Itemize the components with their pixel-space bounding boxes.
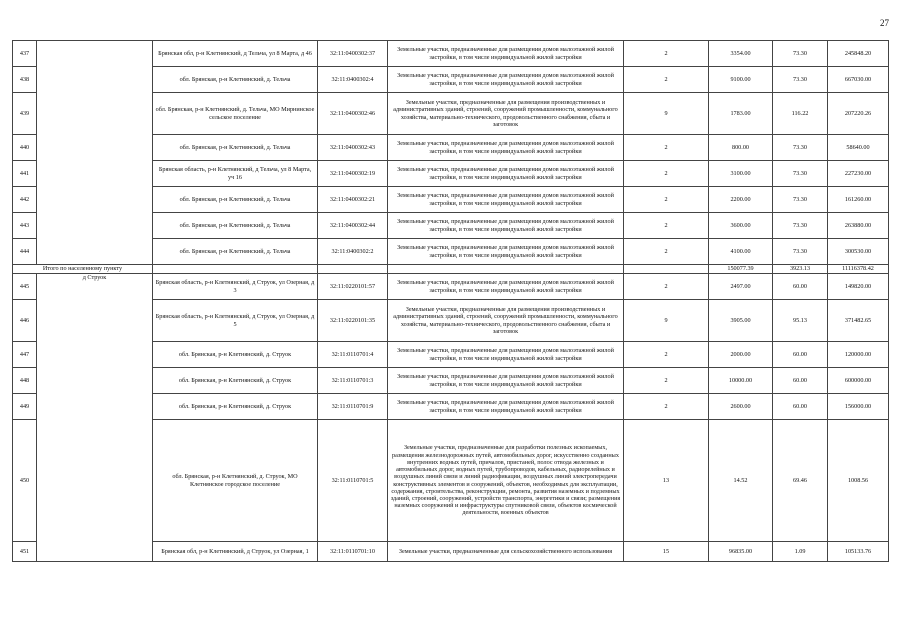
page-number: 27	[880, 18, 889, 28]
cadastral-table	[12, 40, 889, 562]
address-cell: обл. Брянская, р-н Клетнянский, д. Струок	[153, 368, 318, 394]
group-cell: 2	[624, 213, 709, 239]
value-cell: 58640.00	[828, 135, 889, 161]
area-cell: 2000.00	[709, 342, 773, 368]
rate-cell: 60.00	[773, 342, 828, 368]
empty-cell	[624, 265, 709, 274]
purpose-cell: Земельные участки, предназначенные для сельскохозяйственного использования	[388, 542, 624, 562]
address-cell: обл. Брянская, р-н Клетнянский, д. Струок	[153, 394, 318, 420]
total-label: Итого по населенному пункту	[13, 265, 153, 274]
locality-cell	[37, 41, 153, 265]
address-cell: обл. Брянская, р-н Клетнянский, д. Тельча	[153, 187, 318, 213]
area-cell: 14.52	[709, 420, 773, 542]
rate-cell: 73.30	[773, 213, 828, 239]
address-cell: обл. Брянская, р-н Клетнянский, д. Струок, МО Клетнянское городское поселение	[153, 420, 318, 542]
group-cell: 13	[624, 420, 709, 542]
cadastral-number-cell: 32:11:0400302:43	[318, 135, 388, 161]
rate-cell: 73.30	[773, 187, 828, 213]
total-value: 11116378.42	[828, 265, 889, 274]
address-cell: Брянская область, р-н Клетнянский, д Струок, ул Озерная, д 5	[153, 300, 318, 342]
cadastral-number-cell: 32:11:0110701:5	[318, 420, 388, 542]
rate-cell: 73.30	[773, 135, 828, 161]
group-cell: 2	[624, 67, 709, 93]
row-number: 439	[13, 93, 37, 135]
value-cell: 1008.56	[828, 420, 889, 542]
purpose-cell: Земельные участки, предназначенные для размещения домов малоэтажной жилой застройки, в том числе индивидуальной жилой застройки	[388, 394, 624, 420]
total-area: 150077.39	[709, 265, 773, 274]
area-cell: 1783.00	[709, 93, 773, 135]
area-cell: 2600.00	[709, 394, 773, 420]
purpose-cell: Земельные участки, предназначенные для размещения домов малоэтажной жилой застройки, в том числе индивидуальной жилой застройки	[388, 239, 624, 265]
total-row	[13, 265, 889, 274]
address-cell: Брянская обл, р-н Клетнянский, д Струок, ул Озерная, 1	[153, 542, 318, 562]
cadastral-number-cell: 32:11:0110701:9	[318, 394, 388, 420]
purpose-cell: Земельные участки, предназначенные для размещения домов малоэтажной жилой застройки, в том числе индивидуальной жилой застройки	[388, 67, 624, 93]
area-cell: 9100.00	[709, 67, 773, 93]
cadastral-number-cell: 32:11:0110701:3	[318, 368, 388, 394]
address-cell: обл. Брянская, р-н Клетнянский, д. Тельча	[153, 213, 318, 239]
empty-cell	[388, 265, 624, 274]
row-number: 451	[13, 542, 37, 562]
address-cell: Брянская обл, р-н Клетнянский, д Тельча, ул 8 Марта, д 46	[153, 41, 318, 67]
row-number: 442	[13, 187, 37, 213]
purpose-cell: Земельные участки, предназначенные для размещения домов малоэтажной жилой застройки, в том числе индивидуальной жилой застройки	[388, 187, 624, 213]
value-cell: 156000.00	[828, 394, 889, 420]
purpose-cell: Земельные участки, предназначенные для размещения домов малоэтажной жилой застройки, в том числе индивидуальной жилой застройки	[388, 41, 624, 67]
row-number: 438	[13, 67, 37, 93]
area-cell: 800.00	[709, 135, 773, 161]
cadastral-number-cell: 32:11:0400302:44	[318, 213, 388, 239]
address-cell: обл. Брянская, р-н Клетнянский, д. Тельча	[153, 239, 318, 265]
row-number: 450	[13, 420, 37, 542]
area-cell: 3905.00	[709, 300, 773, 342]
group-cell: 2	[624, 187, 709, 213]
area-cell: 2200.00	[709, 187, 773, 213]
rate-cell: 73.30	[773, 67, 828, 93]
group-cell: 9	[624, 93, 709, 135]
row-number: 449	[13, 394, 37, 420]
rate-cell: 73.30	[773, 161, 828, 187]
cadastral-number-cell: 32:11:0400302:4	[318, 67, 388, 93]
row-number: 446	[13, 300, 37, 342]
value-cell: 105133.76	[828, 542, 889, 562]
area-cell: 2497.00	[709, 274, 773, 300]
cadastral-number-cell: 32:11:0110701:10	[318, 542, 388, 562]
value-cell: 300530.00	[828, 239, 889, 265]
area-cell: 3100.00	[709, 161, 773, 187]
row-number: 448	[13, 368, 37, 394]
value-cell: 667030.00	[828, 67, 889, 93]
group-cell: 2	[624, 135, 709, 161]
rate-cell: 73.30	[773, 41, 828, 67]
purpose-cell: Земельные участки, предназначенные для размещения домов малоэтажной жилой застройки, в том числе индивидуальной жилой застройки	[388, 342, 624, 368]
area-cell: 10000.00	[709, 368, 773, 394]
purpose-cell: Земельные участки, предназначенные для размещения домов малоэтажной жилой застройки, в том числе индивидуальной жилой застройки	[388, 368, 624, 394]
value-cell: 600000.00	[828, 368, 889, 394]
purpose-cell: Земельные участки, предназначенные для разработки полезных ископаемых, размещения железнодорожных путей, автомобильных дорог, искусственно созданных внутренних водных путей, причалов, пристаней, полос отвода железных и автомобильных дорог, водных путей, трубопроводов, кабельных, радиорелейных и воздушных линий связи и линий радиофикации, воздушных линий электропередачи конструктивных элементов и сооружений, объектов, необходимых для эксплуатации, содержания, строительства, реконструкции, ремонта, развития наземных и подземных зданий, строений, сооружений, устройств транспорта, энергетики и связи; размещения наземных сооружений и инфраструктуры спутниковой связи, объектов космической деятельности, военных объектов	[388, 420, 624, 542]
area-cell: 3600.00	[709, 213, 773, 239]
group-cell: 2	[624, 239, 709, 265]
address-cell: Брянская область, р-н Клетнянский, д Струок, ул Озерная, д 3	[153, 274, 318, 300]
cadastral-number-cell: 32:11:0220101:35	[318, 300, 388, 342]
table-row	[13, 41, 889, 67]
row-number: 445	[13, 274, 37, 300]
area-cell: 3354.00	[709, 41, 773, 67]
value-cell: 149820.00	[828, 274, 889, 300]
rate-cell: 95.13	[773, 300, 828, 342]
group-cell: 2	[624, 41, 709, 67]
cadastral-number-cell: 32:11:0400302:46	[318, 93, 388, 135]
empty-cell	[318, 265, 388, 274]
area-cell: 96835.00	[709, 542, 773, 562]
area-cell: 4100.00	[709, 239, 773, 265]
value-cell: 207220.26	[828, 93, 889, 135]
row-number: 441	[13, 161, 37, 187]
group-cell: 2	[624, 394, 709, 420]
rate-cell: 60.00	[773, 274, 828, 300]
empty-cell	[153, 265, 318, 274]
group-cell: 2	[624, 342, 709, 368]
purpose-cell: Земельные участки, предназначенные для размещения производственных и административных зданий, строений, сооружений промышленности, коммунального хозяйства, материально-технического, продовольственного снабжения, сбыта и заготовок	[388, 93, 624, 135]
purpose-cell: Земельные участки, предназначенные для размещения производственных и административных зданий, строений, сооружений промышленности, коммунального хозяйства, материально-технического, продовольственного снабжения, сбыта и заготовок	[388, 300, 624, 342]
address-cell: обл. Брянская, р-н Клетнянский, д. Тельча, МО Мирнинское сельское поселение	[153, 93, 318, 135]
value-cell: 161260.00	[828, 187, 889, 213]
rate-cell: 1.09	[773, 542, 828, 562]
address-cell: обл. Брянская, р-н Клетнянский, д. Струок	[153, 342, 318, 368]
value-cell: 120000.00	[828, 342, 889, 368]
purpose-cell: Земельные участки, предназначенные для размещения домов малоэтажной жилой застройки, в том числе индивидуальной жилой застройки	[388, 135, 624, 161]
rate-cell: 69.46	[773, 420, 828, 542]
group-cell: 15	[624, 542, 709, 562]
value-cell: 371482.65	[828, 300, 889, 342]
cadastral-number-cell: 32:11:0400302:2	[318, 239, 388, 265]
rate-cell: 116.22	[773, 93, 828, 135]
row-number: 443	[13, 213, 37, 239]
cadastral-number-cell: 32:11:0110701:4	[318, 342, 388, 368]
cadastral-number-cell: 32:11:0400302:21	[318, 187, 388, 213]
group-cell: 2	[624, 368, 709, 394]
purpose-cell: Земельные участки, предназначенные для размещения домов малоэтажной жилой застройки, в том числе индивидуальной жилой застройки	[388, 274, 624, 300]
cadastral-number-cell: 32:11:0400302:37	[318, 41, 388, 67]
row-number: 444	[13, 239, 37, 265]
group-cell: 2	[624, 274, 709, 300]
address-cell: обл. Брянская, р-н Клетнянский, д. Тельча	[153, 135, 318, 161]
cadastral-number-cell: 32:11:0400302:19	[318, 161, 388, 187]
row-number: 447	[13, 342, 37, 368]
row-number: 437	[13, 41, 37, 67]
purpose-cell: Земельные участки, предназначенные для размещения домов малоэтажной жилой застройки, в том числе индивидуальной жилой застройки	[388, 161, 624, 187]
rate-cell: 60.00	[773, 368, 828, 394]
rate-cell: 73.30	[773, 239, 828, 265]
rate-cell: 60.00	[773, 394, 828, 420]
total-rate: 3923.13	[773, 265, 828, 274]
value-cell: 227230.00	[828, 161, 889, 187]
group-cell: 9	[624, 300, 709, 342]
value-cell: 263880.00	[828, 213, 889, 239]
group-cell: 2	[624, 161, 709, 187]
value-cell: 245848.20	[828, 41, 889, 67]
table-row	[13, 274, 889, 300]
address-cell: обл. Брянская, р-н Клетнянский, д. Тельча	[153, 67, 318, 93]
cadastral-number-cell: 32:11:0220101:57	[318, 274, 388, 300]
row-number: 440	[13, 135, 37, 161]
purpose-cell: Земельные участки, предназначенные для размещения домов малоэтажной жилой застройки, в том числе индивидуальной жилой застройки	[388, 213, 624, 239]
address-cell: Брянская область, р-н Клетнянский, д Тельча, ул 8 Марта, уч 16	[153, 161, 318, 187]
locality-cell: д Струок	[37, 274, 153, 562]
